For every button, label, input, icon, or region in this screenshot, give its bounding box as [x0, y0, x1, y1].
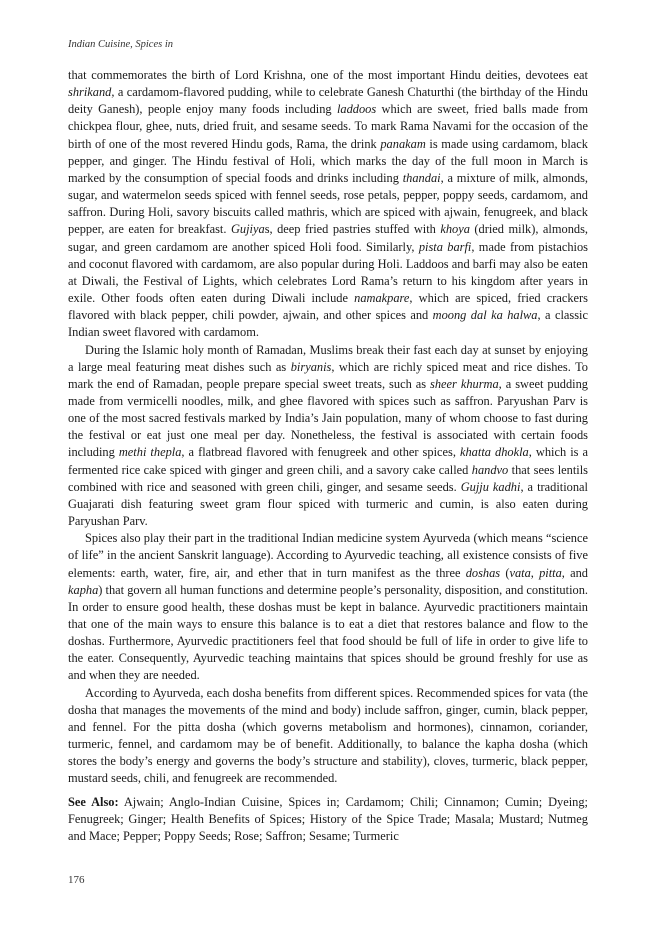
paragraph — [68, 685, 588, 788]
text-run: , a flatbread flavored with fenugreek and other spices, — [181, 445, 460, 460]
italic-term: panakam — [380, 136, 426, 151]
italic-term: kapha — [68, 582, 99, 597]
italic-term: khoya — [440, 222, 470, 237]
text-run: , a classic Indian sweet flavored with cardamom. — [68, 308, 588, 340]
text-run: , a mixture of milk, almonds, sugar, and watermelon seeds spiced with fennel seeds, rose petals, pepper, poppy seeds, cardamom, and saffron. During Holi, savory biscuits called mathris, which are spiced with ajwain, fenugreek, and black pepper, are eaten for breakfast. — [68, 170, 588, 237]
text-run: a sweet pudding made from vermicelli noodles, milk, and ghee flavored with spices such as saffron. Paryushan Parv is one of the most sacred festivals marked by India’s Jain population, many of whom choose to fast during the festival or eat just one meal per day. Nonetheless, the festival is associated with certain foods including — [68, 376, 588, 460]
italic-term: methi thepla — [118, 445, 182, 460]
text-run: According to Ayurveda, each dosha benefits from different spices. Recommended spices for vata (the dosha that manages the movements of the mind and body) include saffron, ginger, cumin, black pepper, and fennel. For the pitta dosha (which governs metabolism and hormones), cinnamon, coriander, turmeric, fennel, and cardamom may be of benefit. Additionally, to balance the kapha dosha (which stores the body’s energy and governs the body’s structure and stability), cloves, turmeric, black pepper, mustard seeds, chili, and fenugreek are recommended. — [68, 685, 588, 786]
italic-term: pista barfi — [418, 239, 472, 254]
text-run: ( — [500, 565, 510, 580]
text-run: , which are spiced, fried crackers flavored with black pepper, chili powder, ajwain, and other spices and — [68, 291, 588, 323]
text-run: , — [530, 565, 540, 580]
page-number: 176 — [68, 874, 85, 886]
text-run: ) that govern all human functions and determine people’s personality, disposition, and constitution. In order to ensure good health, these doshas must be kept in balance. Ayurvedic practitioners maintain that one of the main ways to ensure this balance is to eat a diet that restores balance and flow to the doshas. Furthermore, Ayurvedic practitioners feel that food should be full of life in order to give life to the eater. Consequently, Ayurvedic teaching maintains that spices should be ground freshly for use as and when they are needed. — [68, 582, 588, 683]
paragraph — [68, 342, 588, 531]
paragraph — [68, 67, 588, 342]
text-run: a cardamom-flavored pudding, while to celebrate Ganesh Chaturthi (the birthday of the Hindu deity Ganesh), people enjoy many foods including — [68, 85, 588, 117]
text-run: During the Islamic holy month of Ramadan, Muslims break their fast each day at sunset by enjoying a large meal featuring meat dishes such as — [68, 342, 588, 374]
italic-term: sheer khurma, — [430, 376, 502, 391]
text-run: , a traditional Guajarati dish featuring sweet gram flour spiced with turmeric and cumin, is also eaten during Paryushan Parv. — [68, 479, 588, 529]
see-also-list: Ajwain; Anglo-Indian Cuisine, Spices in; Cardamom; Chili; Cinnamon; Cumin; Dyeing; Fenugreek; Ginger; Health Benefits of Spices; History of the Spice Trade; Masala; Mustard; Nutmeg and Mace; Pepper; Poppy Seeds; Rose; Saffron; Sesame; Turmeric — [68, 794, 588, 843]
italic-term: khatta dhokla — [459, 445, 529, 460]
text-run: s, deep fried pastries stuffed with — [264, 222, 441, 237]
italic-term: handvo — [471, 462, 509, 477]
text-run: is made using cardamom, black pepper, and ginger. The Hindu festival of Holi, which marks the day of the full moon in March is marked by the consumption of special foods and drinks including — [68, 136, 588, 185]
see-also — [68, 794, 588, 845]
running-head: Indian Cuisine, Spices in — [68, 39, 173, 50]
italic-term: biryanis — [290, 359, 332, 374]
italic-term: doshas — [465, 565, 501, 580]
text-run: Spices also play their part in the traditional Indian medicine system Ayurveda (which means “science of life” in the ancient Sanskrit language). According to Ayurvedic teaching, all existence consists of five elements: earth, water, fire, air, and ether that in turn manifest as the three — [68, 531, 588, 580]
italic-term: laddoos — [336, 102, 377, 117]
italic-term: thandai — [402, 170, 441, 185]
text-run: , made from pistachios and coconut flavored with cardamom, are also popular during Holi. Laddoos and barfi may also be eaten at Diwali, the Festival of Lights, which celebrates Lord Rama’s return to his kingdom after years in exile. Other foods often eaten during Diwali include — [68, 239, 588, 306]
italic-term: namakpare — [354, 291, 410, 306]
italic-term: vata — [509, 565, 531, 580]
text-run: , which is a fermented rice cake spiced with ginger and green chili, and a savory cake called — [68, 445, 589, 477]
text-run: , which are richly spiced meat and rice dishes. To mark the end of Ramadan, people prepare special sweet treats, such as — [68, 359, 588, 391]
italic-term: Gujiya — [230, 222, 265, 237]
italic-term: moong dal ka halwa — [432, 308, 538, 323]
text-run: which are sweet, fried balls made from chickpea flour, ghee, nuts, dried fruit, and sesame seeds. To mark Rama Navami for the occasion of the birth of one of the most revered Hindu gods, Rama, the drink — [68, 102, 588, 151]
body-text — [68, 67, 588, 845]
text-run: , and — [561, 565, 588, 580]
italic-term: pitta — [539, 565, 562, 580]
italic-term: Gujju kadhi — [460, 479, 521, 494]
see-also-label: See Also: — [68, 794, 119, 809]
paragraph — [68, 530, 588, 684]
text-run: that sees lentils combined with rice and seasoned with green chili, ginger, and sesame seeds. — [68, 462, 588, 494]
text-run: that commemorates the birth of Lord Krishna, one of the most important Hindu deities, devotees eat — [68, 68, 588, 82]
text-run: (dried milk), almonds, sugar, and green cardamom are another spiced Holi food. Similarly, — [68, 222, 588, 254]
italic-term: shrikand, — [68, 85, 115, 100]
